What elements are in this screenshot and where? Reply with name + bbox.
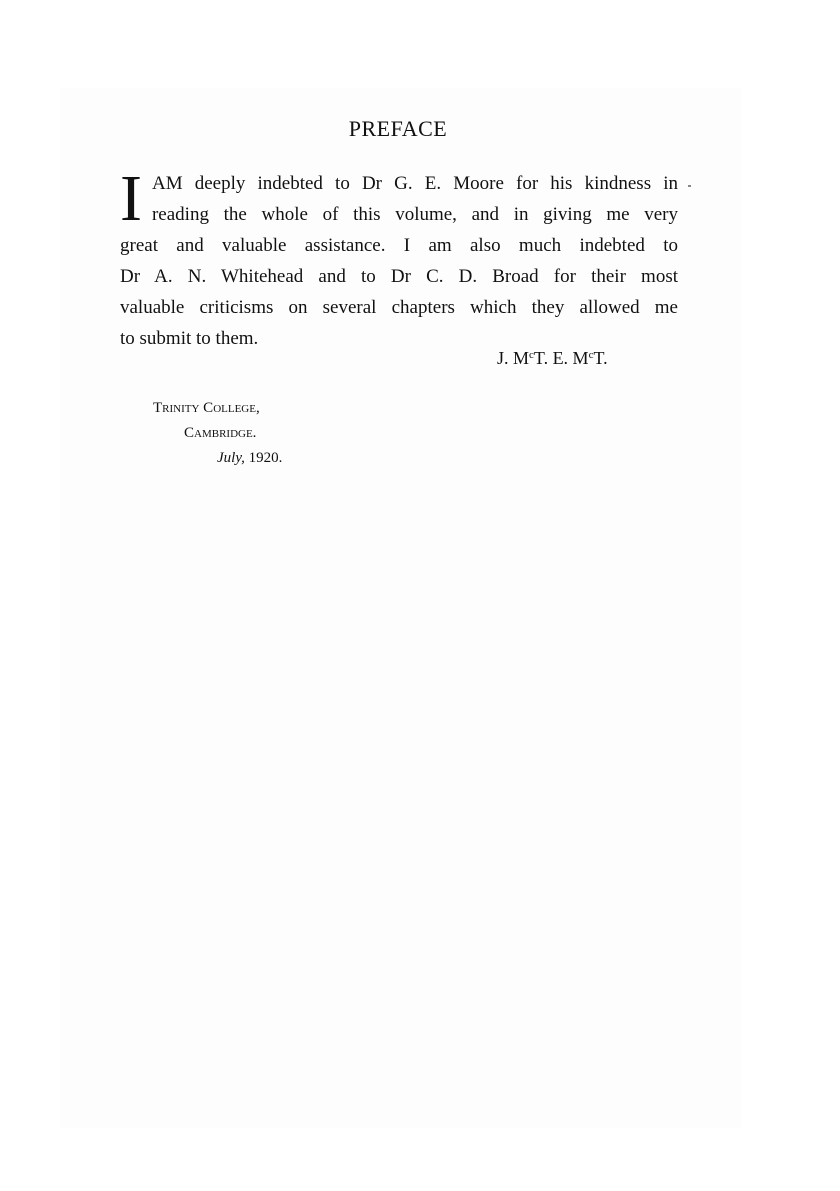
- stray-mark: [688, 185, 691, 187]
- address-college: Trinity College,: [153, 400, 260, 416]
- signature-part-1: J. M: [497, 348, 530, 368]
- signature-part-3: T.: [593, 348, 608, 368]
- paragraph-line-3: great and valuable assistance. I am also much indebted to: [120, 235, 678, 256]
- date-year: 1920.: [248, 450, 283, 466]
- paragraph-line-1: AM deeply indebted to Dr G. E. Moore for his kindness in: [151, 173, 678, 194]
- signature-part-2: T. E. M: [533, 348, 589, 368]
- signature-sup-2: c: [588, 349, 594, 361]
- page-title: PREFACE: [348, 116, 448, 141]
- paragraph-line-2: reading the whole of this volume, and in giving me very: [151, 204, 678, 225]
- author-signature: [497, 348, 608, 369]
- signature-sup-1: c: [529, 349, 534, 361]
- paragraph-line-6: to submit to them.: [120, 328, 259, 349]
- preface-paragraph: [120, 162, 678, 354]
- paragraph-line-4: Dr A. N. Whitehead and to Dr C. D. Broad for their most: [120, 266, 678, 287]
- date-month: July,: [217, 450, 245, 466]
- address-city: Cambridge.: [184, 425, 257, 441]
- address-date: [217, 450, 282, 467]
- paragraph-line-5: valuable criticisms on several chapters which they allowed me: [120, 297, 678, 318]
- drop-cap: I: [120, 162, 142, 235]
